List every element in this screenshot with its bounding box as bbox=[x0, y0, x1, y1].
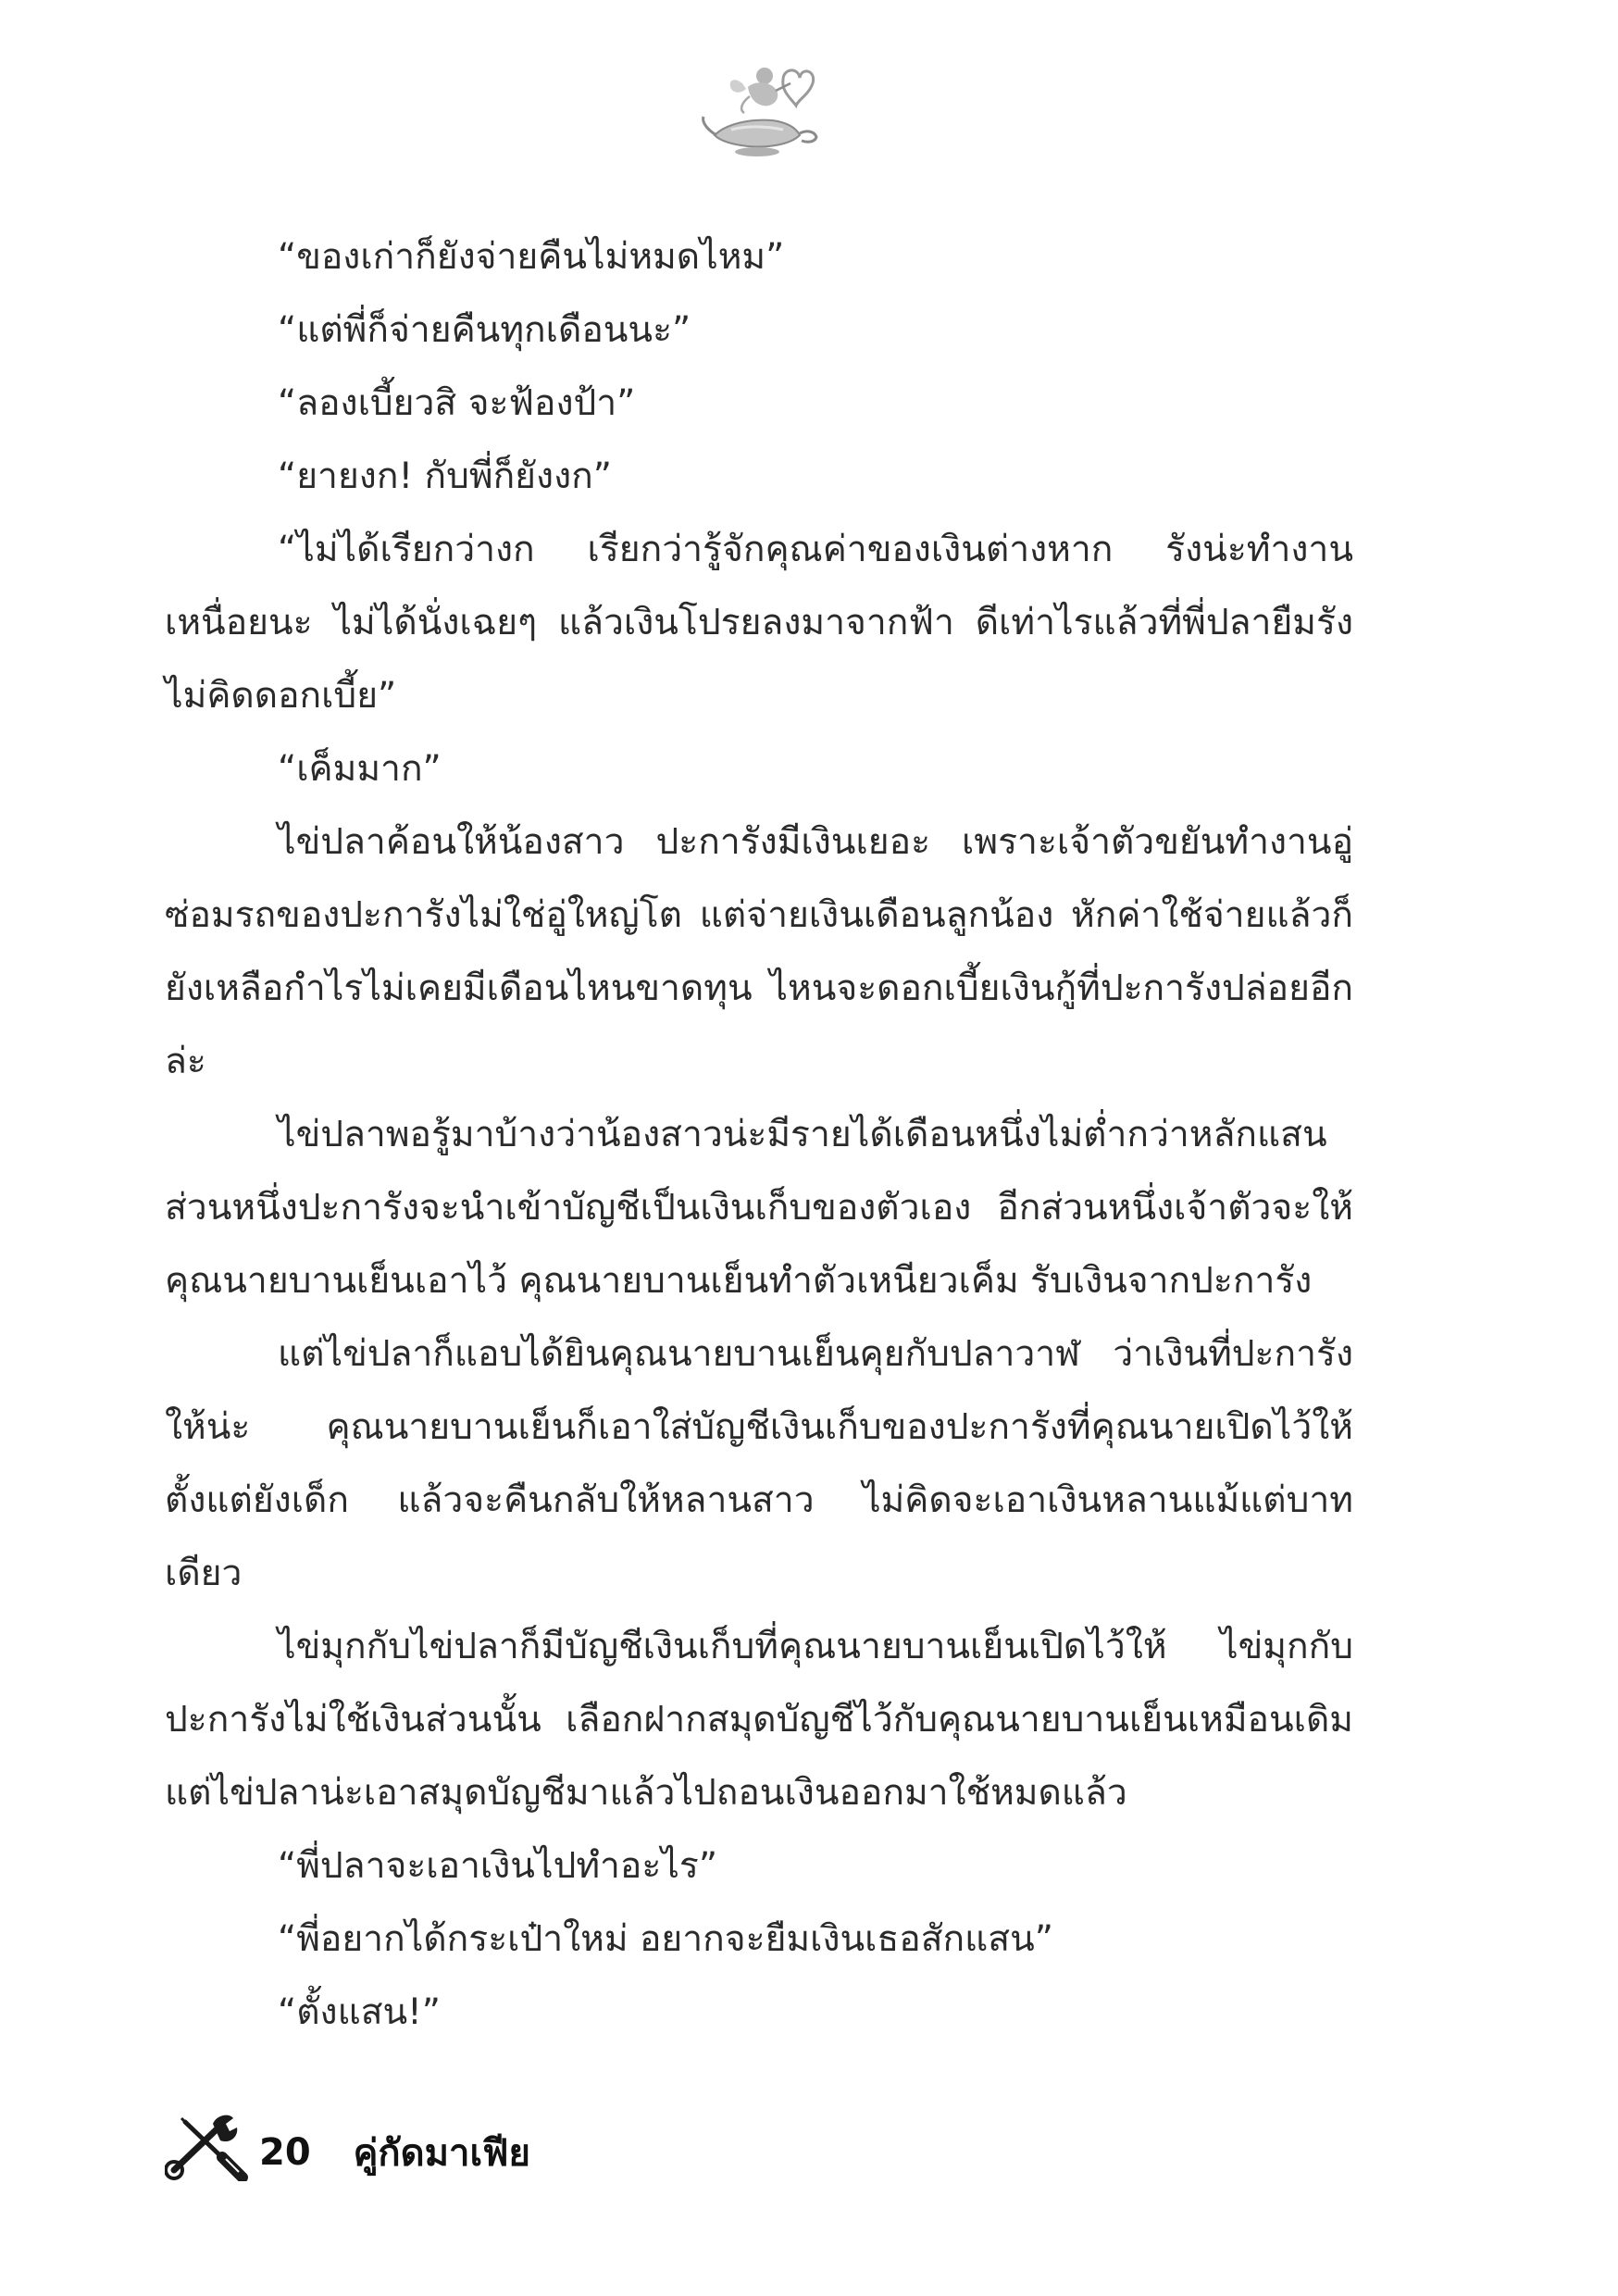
paragraph: “แต่พี่ก็จ่ายคืนทุกเดือนนะ” bbox=[278, 309, 691, 351]
paragraph: “พี่ปลาจะเอาเงินไปทำอะไร” bbox=[278, 1845, 718, 1887]
paragraph: แต่ไข่ปลาก็แอบได้ยินคุณนายบานเย็นคุยกับปลาวาฬ ว่าเงินที่ปะการังให้น่ะ คุณนายบานเย็นก็เอาใส่บัญชีเงินเก็บของปะการังที่คุณนายเปิดไว้ให้ตั้งแต่ยังเด็ก แล้วจะคืนกลับให้หลานสาว ไม่คิดจะเอาเงินหลานแม้แต่บาทเดียว bbox=[165, 1333, 1353, 1594]
paragraph: “ของเก่าก็ยังจ่ายคืนไม่หมดไหม” bbox=[278, 236, 785, 278]
wrench-screwdriver-icon bbox=[165, 2111, 254, 2181]
paragraph: ไข่มุกกับไข่ปลาก็มีบัญชีเงินเก็บที่คุณนายบานเย็นเปิดไว้ให้ ไข่มุกกับปะการังไม่ใช้เงินส่วนนั้น เลือกฝากสมุดบัญชีไว้กับคุณนายบานเย็นเหมือนเดิม แต่ไข่ปลาน่ะเอาสมุดบัญชีมาแล้วไปถอนเงินออกมาใช้หมดแล้ว bbox=[165, 1626, 1353, 1814]
page-number: 20 bbox=[259, 2131, 311, 2174]
paragraph: ไข่ปลาพอรู้มาบ้างว่าน้องสาวน่ะมีรายได้เดือนหนึ่งไม่ต่ำกว่าหลักแสน ส่วนหนึ่งปะการังจะนำเข้าบัญชีเป็นเงินเก็บของตัวเอง อีกส่วนหนึ่งเจ้าตัวจะให้คุณนายบานเย็นเอาไว้ คุณนายบานเย็นทำตัวเหนียวเค็ม รับเงินจากปะการัง bbox=[165, 1114, 1353, 1302]
page-footer bbox=[165, 2100, 530, 2192]
paragraph: “เค็มมาก” bbox=[278, 748, 442, 790]
cupid-teapot-ornament-icon bbox=[694, 56, 824, 167]
paragraph: ไข่ปลาค้อนให้น้องสาว ปะการังมีเงินเยอะ เพราะเจ้าตัวขยันทำงานอู่ซ่อมรถของปะการังไม่ใช่อู่ใหญ่โต แต่จ่ายเงินเดือนลูกน้อง หักค่าใช้จ่ายแล้วก็ยังเหลือกำไรไม่เคยมีเดือนไหนขาดทุน ไหนจะดอกเบี้ยเงินกู้ที่ปะการังปล่อยอีกล่ะ bbox=[165, 821, 1353, 1082]
book-title: คู่กัดมาเฟีย bbox=[353, 2132, 530, 2175]
paragraph: “ตั้งแสน!” bbox=[278, 1991, 442, 2033]
paragraph: “ยายงก! กับพี่ก็ยังงก” bbox=[278, 455, 612, 497]
paragraph: “ไม่ได้เรียกว่างก เรียกว่ารู้จักคุณค่าของเงินต่างหาก รังน่ะทำงานเหนื่อยนะ ไม่ได้นั่งเฉยๆ แล้วเงินโปรยลงมาจากฟ้า ดีเท่าไรแล้วที่พี่ปลายืมรังไม่คิดดอกเบี้ย” bbox=[165, 529, 1353, 717]
paragraph: “ลองเบี้ยวสิ จะฟ้องป้า” bbox=[278, 382, 636, 424]
paragraph: “พี่อยากได้กระเป๋าใหม่ อยากจะยืมเงินเธอสักแสน” bbox=[278, 1918, 1053, 1960]
body-text bbox=[165, 220, 1353, 2049]
